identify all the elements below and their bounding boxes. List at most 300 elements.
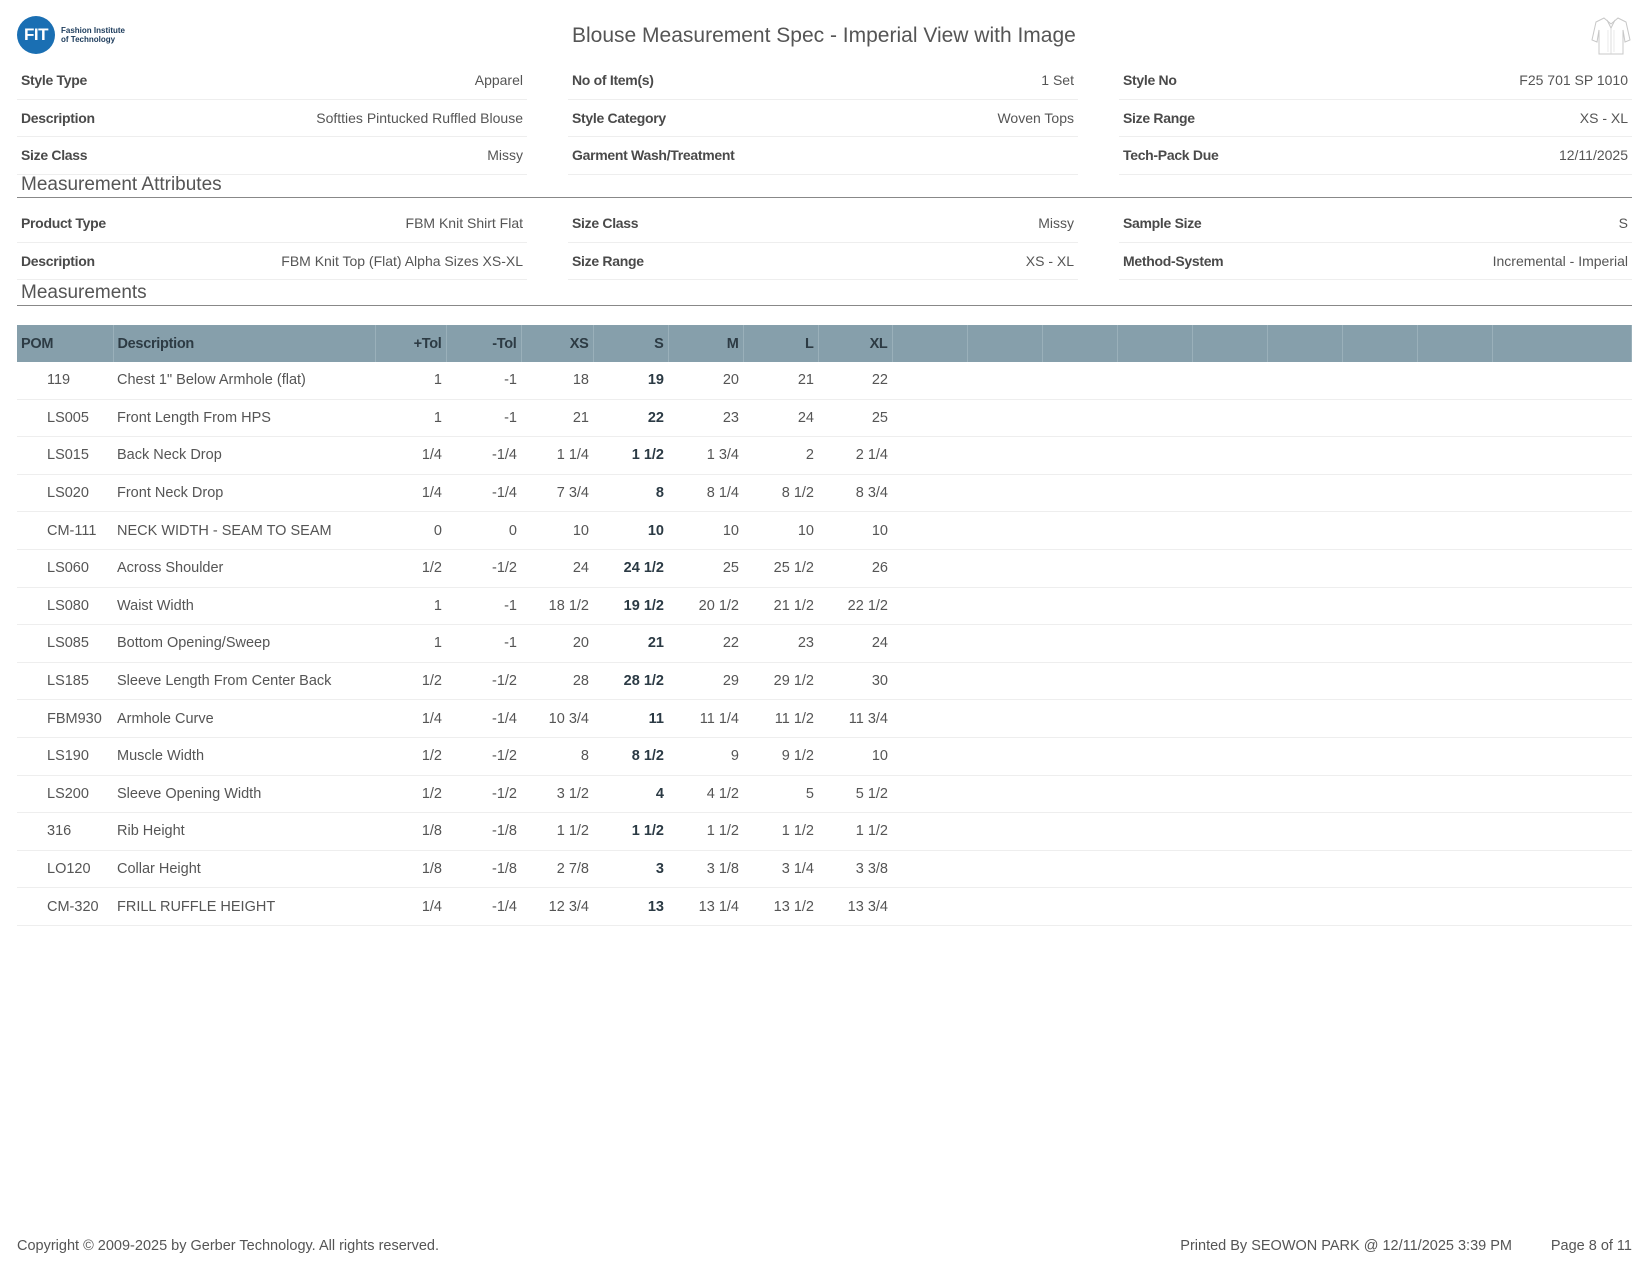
empty-cell (892, 399, 967, 437)
table-row (17, 737, 1632, 775)
value-cell: 25 (668, 549, 743, 587)
info-field (568, 137, 1078, 175)
value-cell: 9 1/2 (743, 737, 818, 775)
empty-cell (1342, 700, 1417, 738)
pom-cell: LS020 (17, 474, 113, 512)
empty-cell (1042, 362, 1117, 399)
empty-cell (892, 888, 967, 926)
empty-cell (1342, 399, 1417, 437)
empty-cell (967, 587, 1042, 625)
value-cell: 2 1/4 (818, 437, 892, 475)
empty-cell (967, 775, 1042, 813)
value-cell: 1 1/4 (521, 437, 593, 475)
empty-cell (1267, 362, 1342, 399)
empty-cell (1492, 737, 1632, 775)
value-cell: 28 (521, 662, 593, 700)
value-cell: -1/4 (446, 700, 521, 738)
pom-cell: LS200 (17, 775, 113, 813)
field-value: Missy (1038, 215, 1074, 232)
description-cell: Sleeve Opening Width (113, 775, 375, 813)
value-cell: 10 (668, 512, 743, 550)
empty-cell (1267, 512, 1342, 550)
empty-cell (1342, 625, 1417, 663)
empty-cell (1417, 625, 1492, 663)
field-label: Size Range (572, 252, 644, 269)
empty-column-header (1492, 325, 1632, 362)
empty-cell (1267, 737, 1342, 775)
value-cell: 1 1/2 (743, 813, 818, 851)
value-cell: 1 3/4 (668, 437, 743, 475)
empty-cell (1342, 437, 1417, 475)
empty-cell (1192, 850, 1267, 888)
empty-column-header (1417, 325, 1492, 362)
sample-size-cell: 28 1/2 (593, 662, 668, 700)
empty-column-header (1117, 325, 1192, 362)
value-cell: -1/4 (446, 437, 521, 475)
field-value: S (1618, 215, 1628, 232)
empty-cell (1192, 587, 1267, 625)
empty-cell (1267, 888, 1342, 926)
empty-cell (1042, 399, 1117, 437)
value-cell: 24 (743, 399, 818, 437)
sample-size-cell: 13 (593, 888, 668, 926)
empty-cell (1117, 850, 1192, 888)
empty-cell (1117, 474, 1192, 512)
empty-cell (1042, 888, 1117, 926)
empty-cell (1192, 474, 1267, 512)
value-cell: 13 1/2 (743, 888, 818, 926)
value-cell: 20 (521, 625, 593, 663)
pom-cell: LS060 (17, 549, 113, 587)
empty-cell (967, 850, 1042, 888)
column-header: S (593, 325, 668, 362)
info-field (568, 243, 1078, 281)
table-row (17, 512, 1632, 550)
empty-cell (967, 362, 1042, 399)
empty-cell (1492, 888, 1632, 926)
empty-cell (1417, 399, 1492, 437)
table-row (17, 700, 1632, 738)
field-label: Style Type (21, 72, 87, 89)
value-cell: 13 3/4 (818, 888, 892, 926)
empty-cell (1417, 587, 1492, 625)
empty-cell (1492, 399, 1632, 437)
field-value: XS - XL (1025, 252, 1074, 269)
style-info-grid (17, 62, 1632, 175)
empty-cell (1042, 549, 1117, 587)
empty-cell (1117, 399, 1192, 437)
value-cell: 12 3/4 (521, 888, 593, 926)
empty-cell (1267, 587, 1342, 625)
empty-cell (1342, 587, 1417, 625)
table-row (17, 625, 1632, 663)
empty-cell (1117, 813, 1192, 851)
value-cell: -1 (446, 399, 521, 437)
table-row (17, 813, 1632, 851)
value-cell: 2 7/8 (521, 850, 593, 888)
description-cell: Rib Height (113, 813, 375, 851)
empty-cell (1417, 549, 1492, 587)
value-cell: 3 3/8 (818, 850, 892, 888)
value-cell: 23 (743, 625, 818, 663)
column-header: -Tol (446, 325, 521, 362)
table-row (17, 362, 1632, 399)
empty-cell (1042, 775, 1117, 813)
description-cell: Armhole Curve (113, 700, 375, 738)
empty-cell (967, 737, 1042, 775)
value-cell: 11 1/4 (668, 700, 743, 738)
field-label: Size Class (572, 215, 639, 232)
description-cell: Collar Height (113, 850, 375, 888)
field-value: 1 Set (1041, 72, 1074, 89)
field-value: Apparel (474, 72, 523, 89)
value-cell: 1 1/2 (818, 813, 892, 851)
empty-cell (967, 474, 1042, 512)
value-cell: 5 (743, 775, 818, 813)
pom-cell: LS185 (17, 662, 113, 700)
empty-cell (1192, 700, 1267, 738)
field-value: Softties Pintucked Ruffled Blouse (316, 109, 523, 126)
value-cell: 20 (668, 362, 743, 399)
value-cell: 20 1/2 (668, 587, 743, 625)
value-cell: 1/2 (375, 775, 446, 813)
column-header: Description (113, 325, 375, 362)
value-cell: 30 (818, 662, 892, 700)
table-row (17, 850, 1632, 888)
info-field (1119, 243, 1632, 281)
description-cell: Chest 1" Below Armhole (flat) (113, 362, 375, 399)
value-cell: 10 (521, 512, 593, 550)
empty-cell (1117, 549, 1192, 587)
table-row (17, 549, 1632, 587)
value-cell: 1 (375, 362, 446, 399)
value-cell: 21 (521, 399, 593, 437)
empty-cell (1042, 474, 1117, 512)
description-cell: NECK WIDTH - SEAM TO SEAM (113, 512, 375, 550)
empty-cell (967, 399, 1042, 437)
field-value: 12/11/2025 (1558, 147, 1628, 164)
measurements-table (17, 325, 1632, 926)
sample-size-cell: 1 1/2 (593, 813, 668, 851)
empty-cell (892, 850, 967, 888)
pom-cell: CM-111 (17, 512, 113, 550)
value-cell: 1 (375, 399, 446, 437)
empty-cell (967, 437, 1042, 475)
empty-cell (892, 700, 967, 738)
value-cell: 22 (668, 625, 743, 663)
sample-size-cell: 1 1/2 (593, 437, 668, 475)
field-label: Garment Wash/Treatment (572, 147, 735, 164)
table-row (17, 399, 1632, 437)
column-header: L (743, 325, 818, 362)
empty-cell (1192, 813, 1267, 851)
value-cell: 1/4 (375, 700, 446, 738)
empty-cell (1417, 474, 1492, 512)
info-row (17, 62, 1632, 100)
empty-cell (1417, 850, 1492, 888)
empty-cell (1042, 512, 1117, 550)
table-row (17, 587, 1632, 625)
empty-cell (967, 662, 1042, 700)
value-cell: 18 (521, 362, 593, 399)
empty-cell (1117, 888, 1192, 926)
measurement-attributes-title: Measurement Attributes (17, 174, 1632, 198)
value-cell: 29 1/2 (743, 662, 818, 700)
spec-page (17, 0, 1632, 1270)
empty-cell (1117, 700, 1192, 738)
info-row (17, 137, 1632, 175)
description-cell: Sleeve Length From Center Back (113, 662, 375, 700)
empty-cell (1342, 549, 1417, 587)
empty-cell (1267, 549, 1342, 587)
empty-cell (1492, 662, 1632, 700)
empty-cell (1342, 362, 1417, 399)
empty-cell (967, 888, 1042, 926)
empty-cell (1042, 662, 1117, 700)
empty-cell (1342, 512, 1417, 550)
value-cell: 1/4 (375, 474, 446, 512)
sample-size-cell: 10 (593, 512, 668, 550)
info-field (17, 62, 527, 100)
sample-size-cell: 19 1/2 (593, 587, 668, 625)
field-value: Missy (487, 147, 523, 164)
value-cell: -1/8 (446, 850, 521, 888)
empty-column-header (1192, 325, 1267, 362)
empty-cell (1267, 437, 1342, 475)
value-cell: 3 1/8 (668, 850, 743, 888)
pom-cell: CM-320 (17, 888, 113, 926)
empty-cell (1492, 437, 1632, 475)
empty-cell (1492, 512, 1632, 550)
value-cell: -1 (446, 625, 521, 663)
empty-cell (892, 549, 967, 587)
value-cell: -1 (446, 587, 521, 625)
empty-cell (1342, 662, 1417, 700)
value-cell: 25 (818, 399, 892, 437)
empty-cell (1492, 813, 1632, 851)
value-cell: 10 (818, 512, 892, 550)
value-cell: 1/2 (375, 549, 446, 587)
info-field (17, 205, 527, 243)
empty-cell (1417, 737, 1492, 775)
value-cell: -1/2 (446, 737, 521, 775)
description-cell: Across Shoulder (113, 549, 375, 587)
value-cell: 7 3/4 (521, 474, 593, 512)
table-row (17, 662, 1632, 700)
value-cell: 11 3/4 (818, 700, 892, 738)
empty-cell (967, 549, 1042, 587)
value-cell: 22 1/2 (818, 587, 892, 625)
info-field (1119, 100, 1632, 138)
table-row (17, 888, 1632, 926)
field-value: F25 701 SP 1010 (1519, 72, 1628, 89)
empty-cell (1417, 512, 1492, 550)
sample-size-cell: 8 1/2 (593, 737, 668, 775)
value-cell: -1/2 (446, 775, 521, 813)
field-label: No of Item(s) (572, 72, 654, 89)
pom-cell: LS015 (17, 437, 113, 475)
info-field (17, 243, 527, 281)
blouse-sketch-icon (1590, 14, 1632, 58)
empty-cell (1417, 662, 1492, 700)
column-header: +Tol (375, 325, 446, 362)
empty-cell (1417, 813, 1492, 851)
empty-cell (1492, 700, 1632, 738)
sample-size-cell: 4 (593, 775, 668, 813)
empty-cell (1117, 737, 1192, 775)
logo-text: Fashion Institute of Technology (61, 26, 125, 44)
empty-cell (1192, 549, 1267, 587)
value-cell: 2 (743, 437, 818, 475)
empty-cell (892, 587, 967, 625)
empty-cell (1342, 850, 1417, 888)
field-value: FBM Knit Top (Flat) Alpha Sizes XS-XL (281, 252, 523, 269)
empty-cell (1417, 437, 1492, 475)
empty-cell (1267, 474, 1342, 512)
empty-cell (1117, 362, 1192, 399)
info-field (17, 137, 527, 175)
pom-cell: LS005 (17, 399, 113, 437)
empty-cell (1117, 512, 1192, 550)
empty-cell (1492, 625, 1632, 663)
value-cell: 9 (668, 737, 743, 775)
sample-size-cell: 22 (593, 399, 668, 437)
empty-cell (1192, 362, 1267, 399)
info-field (1119, 137, 1632, 175)
value-cell: 1/8 (375, 813, 446, 851)
empty-cell (967, 625, 1042, 663)
empty-column-header (892, 325, 967, 362)
info-row (17, 243, 1632, 281)
field-label: Description (21, 109, 95, 126)
value-cell: 1 (375, 587, 446, 625)
value-cell: 29 (668, 662, 743, 700)
info-field (1119, 62, 1632, 100)
value-cell: 1/4 (375, 888, 446, 926)
empty-cell (1492, 775, 1632, 813)
value-cell: -1/4 (446, 888, 521, 926)
value-cell: 23 (668, 399, 743, 437)
field-value: Incremental - Imperial (1492, 252, 1628, 269)
value-cell: -1/4 (446, 474, 521, 512)
empty-cell (1417, 888, 1492, 926)
value-cell: 1/4 (375, 437, 446, 475)
empty-cell (1192, 625, 1267, 663)
value-cell: 8 (521, 737, 593, 775)
empty-cell (1267, 399, 1342, 437)
info-field (1119, 205, 1632, 243)
empty-cell (1117, 775, 1192, 813)
value-cell: 4 1/2 (668, 775, 743, 813)
empty-cell (967, 512, 1042, 550)
description-cell: Muscle Width (113, 737, 375, 775)
description-cell: FRILL RUFFLE HEIGHT (113, 888, 375, 926)
info-field (568, 205, 1078, 243)
empty-cell (1192, 737, 1267, 775)
value-cell: 24 (818, 625, 892, 663)
field-label: Tech-Pack Due (1123, 147, 1219, 164)
empty-column-header (1042, 325, 1117, 362)
value-cell: 0 (446, 512, 521, 550)
empty-cell (1192, 437, 1267, 475)
field-label: Style No (1123, 72, 1177, 89)
field-label: Size Class (21, 147, 88, 164)
empty-cell (892, 512, 967, 550)
value-cell: 21 (743, 362, 818, 399)
description-cell: Bottom Opening/Sweep (113, 625, 375, 663)
pom-cell: 316 (17, 813, 113, 851)
table-header-row (17, 325, 1632, 362)
sample-size-cell: 24 1/2 (593, 549, 668, 587)
column-header: XS (521, 325, 593, 362)
value-cell: 18 1/2 (521, 587, 593, 625)
pom-cell: FBM930 (17, 700, 113, 738)
empty-cell (1267, 625, 1342, 663)
field-value: XS - XL (1579, 109, 1628, 126)
empty-cell (1417, 775, 1492, 813)
empty-cell (1267, 662, 1342, 700)
value-cell: 1 (375, 625, 446, 663)
fit-logo (17, 16, 131, 54)
empty-cell (1342, 775, 1417, 813)
empty-cell (1492, 362, 1632, 399)
empty-cell (1492, 587, 1632, 625)
empty-cell (1042, 813, 1117, 851)
logo-mark: FIT (17, 16, 55, 54)
value-cell: 11 1/2 (743, 700, 818, 738)
empty-cell (1267, 775, 1342, 813)
empty-cell (1117, 437, 1192, 475)
field-label: Method-System (1123, 252, 1224, 269)
empty-column-header (1267, 325, 1342, 362)
empty-cell (892, 813, 967, 851)
column-header: M (668, 325, 743, 362)
empty-cell (1267, 700, 1342, 738)
empty-cell (1042, 850, 1117, 888)
value-cell: 1/2 (375, 662, 446, 700)
copyright-text: Copyright © 2009-2025 by Gerber Technology. All rights reserved. (17, 1238, 440, 1254)
pom-cell: LO120 (17, 850, 113, 888)
info-field (17, 100, 527, 138)
column-header: XL (818, 325, 892, 362)
empty-cell (892, 662, 967, 700)
empty-cell (967, 813, 1042, 851)
page-number: Page 8 of 11 (1550, 1238, 1632, 1254)
field-label: Size Range (1123, 109, 1195, 126)
table-row (17, 437, 1632, 475)
value-cell: 26 (818, 549, 892, 587)
value-cell: 0 (375, 512, 446, 550)
sample-size-cell: 3 (593, 850, 668, 888)
empty-cell (1192, 888, 1267, 926)
value-cell: 1/2 (375, 737, 446, 775)
empty-cell (1342, 888, 1417, 926)
page-header (17, 12, 1632, 62)
pom-cell: LS080 (17, 587, 113, 625)
field-value: FBM Knit Shirt Flat (405, 215, 523, 232)
empty-cell (892, 625, 967, 663)
value-cell: 22 (818, 362, 892, 399)
field-label: Description (21, 252, 95, 269)
empty-cell (1417, 700, 1492, 738)
value-cell: 10 (818, 737, 892, 775)
description-cell: Waist Width (113, 587, 375, 625)
empty-column-header (967, 325, 1042, 362)
empty-cell (1342, 813, 1417, 851)
column-header: POM (17, 325, 113, 362)
description-cell: Front Neck Drop (113, 474, 375, 512)
empty-cell (1042, 587, 1117, 625)
